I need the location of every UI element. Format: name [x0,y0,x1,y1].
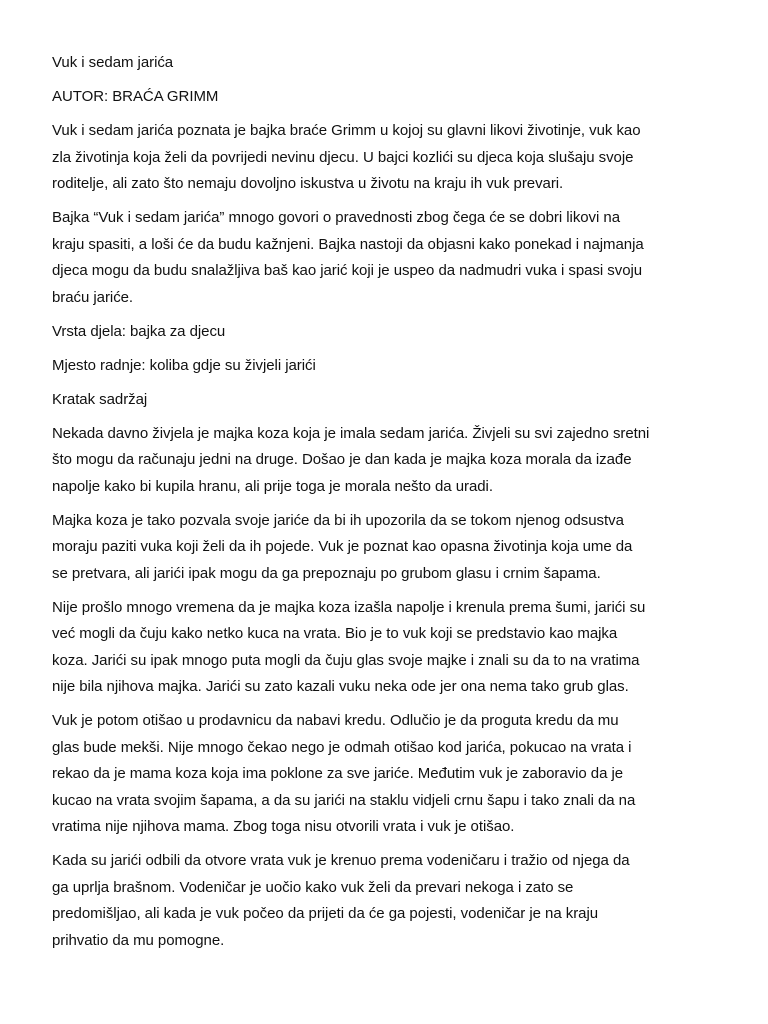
text-line: djeca mogu da budu snalažljiva baš kao jarić koji je uspeo da nadmudri vuka i spasi svoju [52,262,643,279]
text-line: već mogli da čuju kako netko kuca na vrata. Bio je to vuk koji se predstavio kao majka [52,625,618,642]
summary-paragraph-2 [52,508,718,588]
text-line: zla životinja koja želi da povrijedi nevinu djecu. U bajci kozlići su djeca koja slušaju svoje [52,148,634,166]
text-line: ga uprlja brašnom. Vodeničar je uočio kako vuk želi da prevari nekoga i zato se [52,878,574,896]
text-line: kraju spasiti, a loši će da budu kažnjeni. Bajka nastoji da objasni kako ponekad i najmanja [52,235,644,253]
text-line: predomišljao, ali kada je vuk počeo da prijeti da će ga pojesti, vodeničar je na kraju [52,905,599,922]
text-line: Nekada davno živjela je majka koza koja je imala sedam jarića. Živjeli su svi zajedno sretni [52,424,650,442]
text-line: Bajka “Vuk i sedam jarića” mnogo govori o pravednosti zbog čega će se dobri likovi na [52,209,620,226]
summary-paragraph-1 [52,421,718,501]
text-line: roditelje, ali zato što nemaju dovoljno iskustva u životu na kraju ih vuk prevari. [52,175,564,192]
genre-line: Vrsta djela: bajka za djecu [52,322,226,340]
summary-paragraph-5 [52,848,718,954]
text-line: Majka koza je tako pozvala svoje jariće da bi ih upozorila da se tokom njenog odsustva [52,511,624,529]
text-line: koza. Jarići su ipak mnogo puta mogli da čuju glas svoje majke i znali su da to na vratima [52,651,640,669]
document-page [52,50,718,962]
document-title: Vuk i sedam jarića [52,54,174,71]
text-line: moraju paziti vuka koji želi da ih pojede. Vuk je poznat kao opasna životinja koja ume da [52,538,633,555]
text-line: vratima nije njihova mama. Zbog toga nisu otvorili vrata i vuk je otišao. [52,818,515,835]
text-line: prihvatio da mu pomogne. [52,931,225,949]
text-line: napolje kako bi kupila hranu, ali prije toga je morala nešto da uradi. [52,477,493,495]
moral-paragraph [52,205,718,311]
text-line: Vuk i sedam jarića poznata je bajka braće Grimm u kojoj su glavni likovi životinje, vuk kao [52,122,641,139]
text-line: kucao na vrata svojim šapama, a da su jarići na staklu vidjeli crnu šapu i tako znali da na [52,791,636,809]
text-line: Nije prošlo mnogo vremena da je majka koza izašla napolje i krenula prema šumi, jarići su [52,598,646,616]
text-line: što mogu da računaju jedni na druge. Došao je dan kada je majka koza morala da izađe [52,451,632,468]
summary-paragraph-4 [52,708,718,841]
text-line: Kada su jarići odbili da otvore vrata vuk je krenuo prema vodeničaru i tražio od njega da [52,852,630,869]
intro-paragraph [52,118,718,198]
setting-line: Mjesto radnje: koliba gdje su živjeli jarići [52,356,316,374]
text-line: glas bude mekši. Nije mnogo čekao nego je odmah otišao kod jarića, pokucao na vrata i [52,738,632,756]
summary-heading: Kratak sadržaj [52,390,148,408]
text-line: nije bila njihova majka. Jarići su zato kazali vuku neka ode jer ona nema tako grub glas. [52,678,629,695]
summary-paragraph-3 [52,595,718,701]
text-line: braću jariće. [52,288,134,306]
text-line: se pretvara, ali jarići ipak mogu da ga prepoznaju po grubom glasu i crnim šapama. [52,564,601,582]
text-line: rekao da je mama koza koja ima poklone za sve jariće. Međutim vuk je zaboravio da je [52,765,624,782]
text-line: Vuk je potom otišao u prodavnicu da nabavi kredu. Odlučio je da proguta kredu da mu [52,712,619,729]
author-line: AUTOR: BRAĆA GRIMM [52,88,219,105]
